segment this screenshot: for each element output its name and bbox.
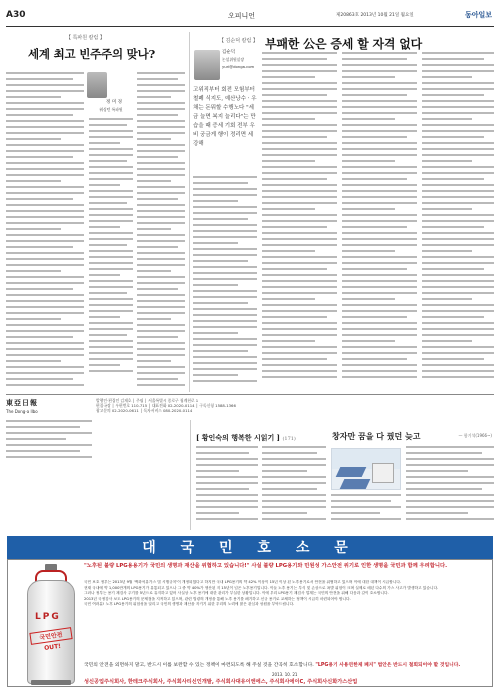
ad-paragraph: 2013년 국정감사 보도 LPG용기의 문제점을 지적하고 있으며, 관련 법령의 개정을 통해 노후 용기를 폐기하고 신규 용기로 교체하는 정책이 시급히 마련되어야 합니다. [84, 596, 351, 601]
right-article-body-col3 [342, 52, 417, 390]
poem-column-title [196, 433, 296, 443]
ad-callout [84, 663, 460, 669]
ad-callout-text: 국민의 안전을 외면하지 말고, 반드시 이를 보완할 수 있는 정책이 마련되도록 해 주실 것을 간곡히 호소합니다. [84, 663, 316, 668]
section-rule [6, 394, 494, 395]
header-rule [6, 26, 494, 27]
right-article-headline: 부패한 公은 증세 할 자격 없다 [265, 37, 423, 51]
ad-signatories: 성신공업주식회사, 한테크주식회사, 주식회사티신인개발, 주식회사대유이엔에스, 주식회사에이C, 주식회사신화가스산업 [84, 679, 358, 685]
poem-illustration [331, 448, 401, 490]
section-name: 오피니언 [228, 12, 256, 20]
ad-headline: "노후된 불량 LPG용용기가 국민의 생명과 재산을 위협하고 있습니다!" 사실 불량 LPG용기와 민원성 가스안전 위기로 인한 생명을 국민과 함께 우려합니다. [84, 563, 448, 569]
page-header [6, 10, 494, 24]
author-photo [87, 72, 107, 98]
left-author-name: 정 미 경 [106, 100, 122, 105]
ad-paragraph: 국민 여러분! 노후 LPG용기의 위험성을 알리고 국민의 생명과 재산을 지키기 위한 우리의 노력에 많은 관심과 성원을 부탁드립니다. [84, 602, 295, 607]
poet-credit: — 함기석(1966~) [458, 433, 492, 438]
ad-body [84, 580, 489, 662]
right-author-email: yuri@donga.com [222, 64, 255, 69]
masthead [6, 398, 94, 464]
newspaper-logo: 동아일보 [464, 11, 492, 19]
right-article-body-col4 [422, 52, 494, 390]
column-divider [189, 32, 190, 392]
ad-paragraph: 국민 보호 정부는 2013년 9월 '액화석유가스 법 시행규칙'이 개정되었다고 하지만 국내 LPG용기의 약 42% 이상이 15년 이상 된 노후용기로서 안전을 위협하고 있으며 이에 대한 대책이 시급합니다. [84, 580, 402, 584]
issue-date: 제20863호 2013년 10월 21일 월요일 [336, 13, 414, 18]
masthead-name: 東亞日報 [6, 398, 38, 407]
ad-title: 대 국 민 호 소 문 [7, 536, 493, 560]
right-article-body-col1 [193, 176, 257, 390]
left-article-kicker: 【 특파원 칼럼 】 [66, 35, 105, 41]
imprint-line: 발행인·편집인 김재호 │ 주필 │ 서울특별시 종로구 청계천로 1 [96, 398, 199, 403]
poem-commentary [406, 446, 494, 528]
left-article-body-col3 [137, 72, 185, 390]
poem-text-col1 [196, 446, 258, 526]
masthead-sub: The Dong-a Ilbo [6, 409, 38, 414]
imprint-line: 편집국장 │ 우편번호 110-715 │ 대표전화 02-2020-0114 │ 구독신청 1588-1366 [96, 403, 236, 408]
imprint-info [96, 398, 494, 413]
cylinder-stamp: 국민안전 OUT! [29, 627, 72, 645]
column-divider [190, 420, 191, 530]
poem-text-col3 [331, 494, 401, 528]
author-photo [194, 50, 220, 80]
ad-callout-highlight: "LPG용기 사용연한제 폐지" 법안은 반드시 철회되어야 할 것입니다. [315, 663, 461, 668]
left-article-body-col1 [6, 72, 84, 390]
ad-paragraph: 현재 국내에 약 1,000만개의 LPG용기가 유통되고 있으나 그 중 약 40%가 생산된 지 15년이 넘은 노후용기입니다. 이들 노후 용기는 부식 및 손상으로 폭발 위험이 크며 실제로 매년 다수의 가스 사고가 발생하고 있습니다. [84, 585, 439, 590]
poem-column-name: [ 황인숙의 행복한 시읽기 ] [196, 433, 280, 442]
right-article-body-col2 [262, 52, 337, 390]
cylinder-label: LPG [35, 612, 61, 622]
pull-quote: 고위직부터 회전 모험부터 철폐 식지도, 예산낭수 · 우채는 돈뭐할 수행노다 "세금 늘면 복지 늘리다"는 만 습을 때 증세 기회 전부 우비 궁금게 행이 정리면 세 강해 [193, 87, 257, 147]
left-article-headline: 세계 최고 빈주주의 맞나? [28, 47, 156, 61]
left-article-body-col2 [89, 118, 133, 390]
right-author-title: 논설위원실장 [222, 57, 245, 62]
left-author-title: 워싱턴 특파원 [99, 107, 123, 112]
cylinder-base-icon [31, 680, 71, 685]
poem-column-number: (171) [282, 436, 296, 442]
right-article-kicker: 【 김순덕 칼럼 】 [219, 38, 258, 44]
ad-paragraph: 그러나 정부는 용기 재검사 주기를 5년으로 유지하고 있어 사실상 노후 용기에 대한 관리가 부실한 상황입니다. 이에 우리 LPG용기 재검사 업계는 국민의 안전을 위해 다음과 같이 호소합니다. [84, 591, 389, 596]
ad-date: 2013. 10. 21 [272, 672, 298, 677]
imprint-text [6, 420, 92, 462]
right-author-name: 김순덕 [222, 50, 236, 55]
page-number: A30 [6, 10, 26, 20]
imprint-line: 광고문의 02-2020-0611 │ 독자서비스 080-2020-0114 [96, 408, 193, 413]
poem-text-col2 [262, 446, 326, 526]
poem-title: 창자만 꿈을 다 꿨던 늦고 [332, 431, 421, 441]
